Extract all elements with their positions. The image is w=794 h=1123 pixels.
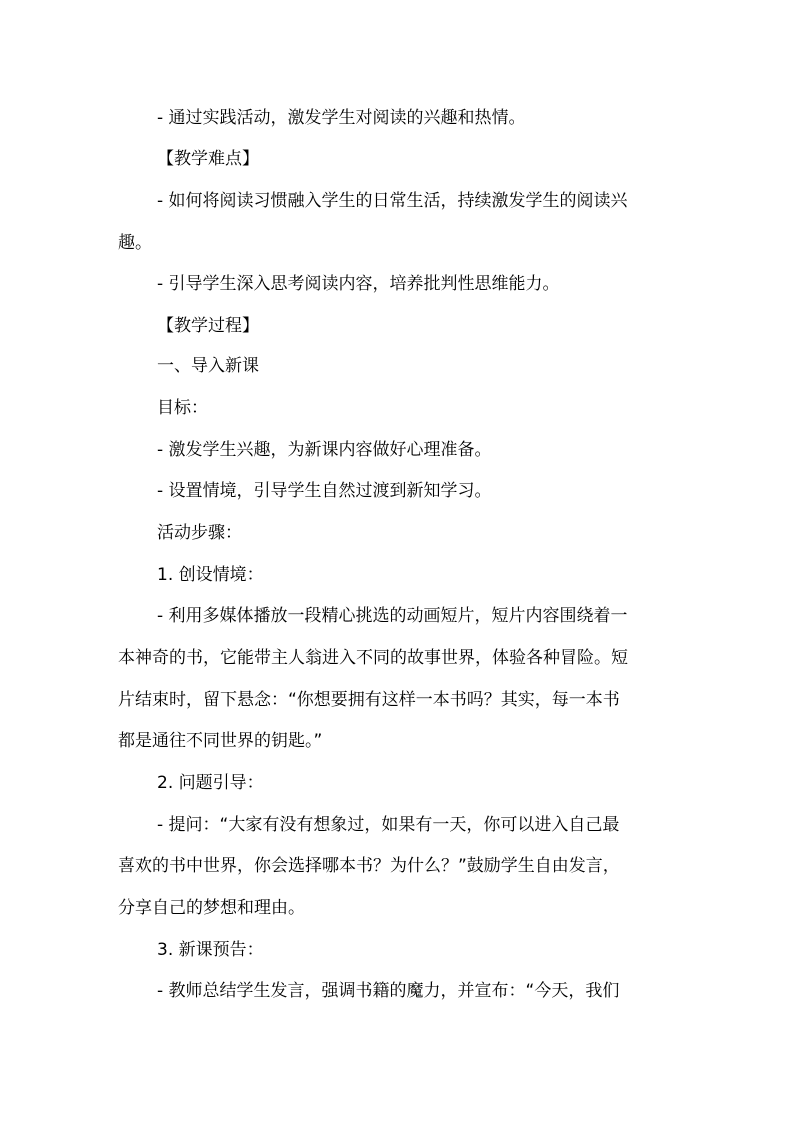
paragraph-line: 本神奇的书，它能带主人翁进入不同的故事世界，体验各种冒险。短 — [118, 648, 628, 668]
subsection-heading: 一、导入新课 — [157, 356, 259, 376]
section-heading: 【教学过程】 — [157, 316, 259, 336]
paragraph-line: - 引导学生深入思考阅读内容，培养批判性思维能力。 — [157, 274, 560, 294]
paragraph-line: - 设置情境，引导学生自然过渡到新知学习。 — [157, 481, 492, 501]
step-heading: 3. 新课预告： — [157, 940, 264, 960]
paragraph-line: 都是通往不同世界的钥匙。” — [118, 731, 323, 751]
paragraph-line: 片结束时，留下悬念：“你想要拥有这样一本书吗？其实，每一本书 — [118, 690, 620, 710]
paragraph-line: 喜欢的书中世界，你会选择哪本书？为什么？”鼓励学生自由发言， — [118, 856, 620, 876]
paragraph-line: - 如何将阅读习惯融入学生的日常生活，持续激发学生的阅读兴 — [157, 191, 628, 211]
paragraph-line: 趣。 — [118, 233, 152, 253]
paragraph-line: - 教师总结学生发言，强调书籍的魔力，并宣布：“今天，我们 — [157, 981, 620, 1001]
paragraph-line: - 激发学生兴趣，为新课内容做好心理准备。 — [157, 440, 492, 460]
paragraph-line: - 提问：“大家有没有想象过，如果有一天，你可以进入自己最 — [157, 815, 620, 835]
paragraph-line: - 利用多媒体播放一段精心挑选的动画短片，短片内容围绕着一 — [157, 606, 628, 626]
paragraph-line: 分享自己的梦想和理由。 — [118, 898, 305, 918]
step-heading: 1. 创设情境： — [157, 565, 264, 585]
label-line: 目标： — [157, 398, 208, 418]
label-line: 活动步骤： — [157, 523, 242, 543]
section-heading: 【教学难点】 — [157, 149, 259, 169]
paragraph-line: - 通过实践活动，激发学生对阅读的兴趣和热情。 — [157, 108, 526, 128]
step-heading: 2. 问题引导： — [157, 773, 264, 793]
